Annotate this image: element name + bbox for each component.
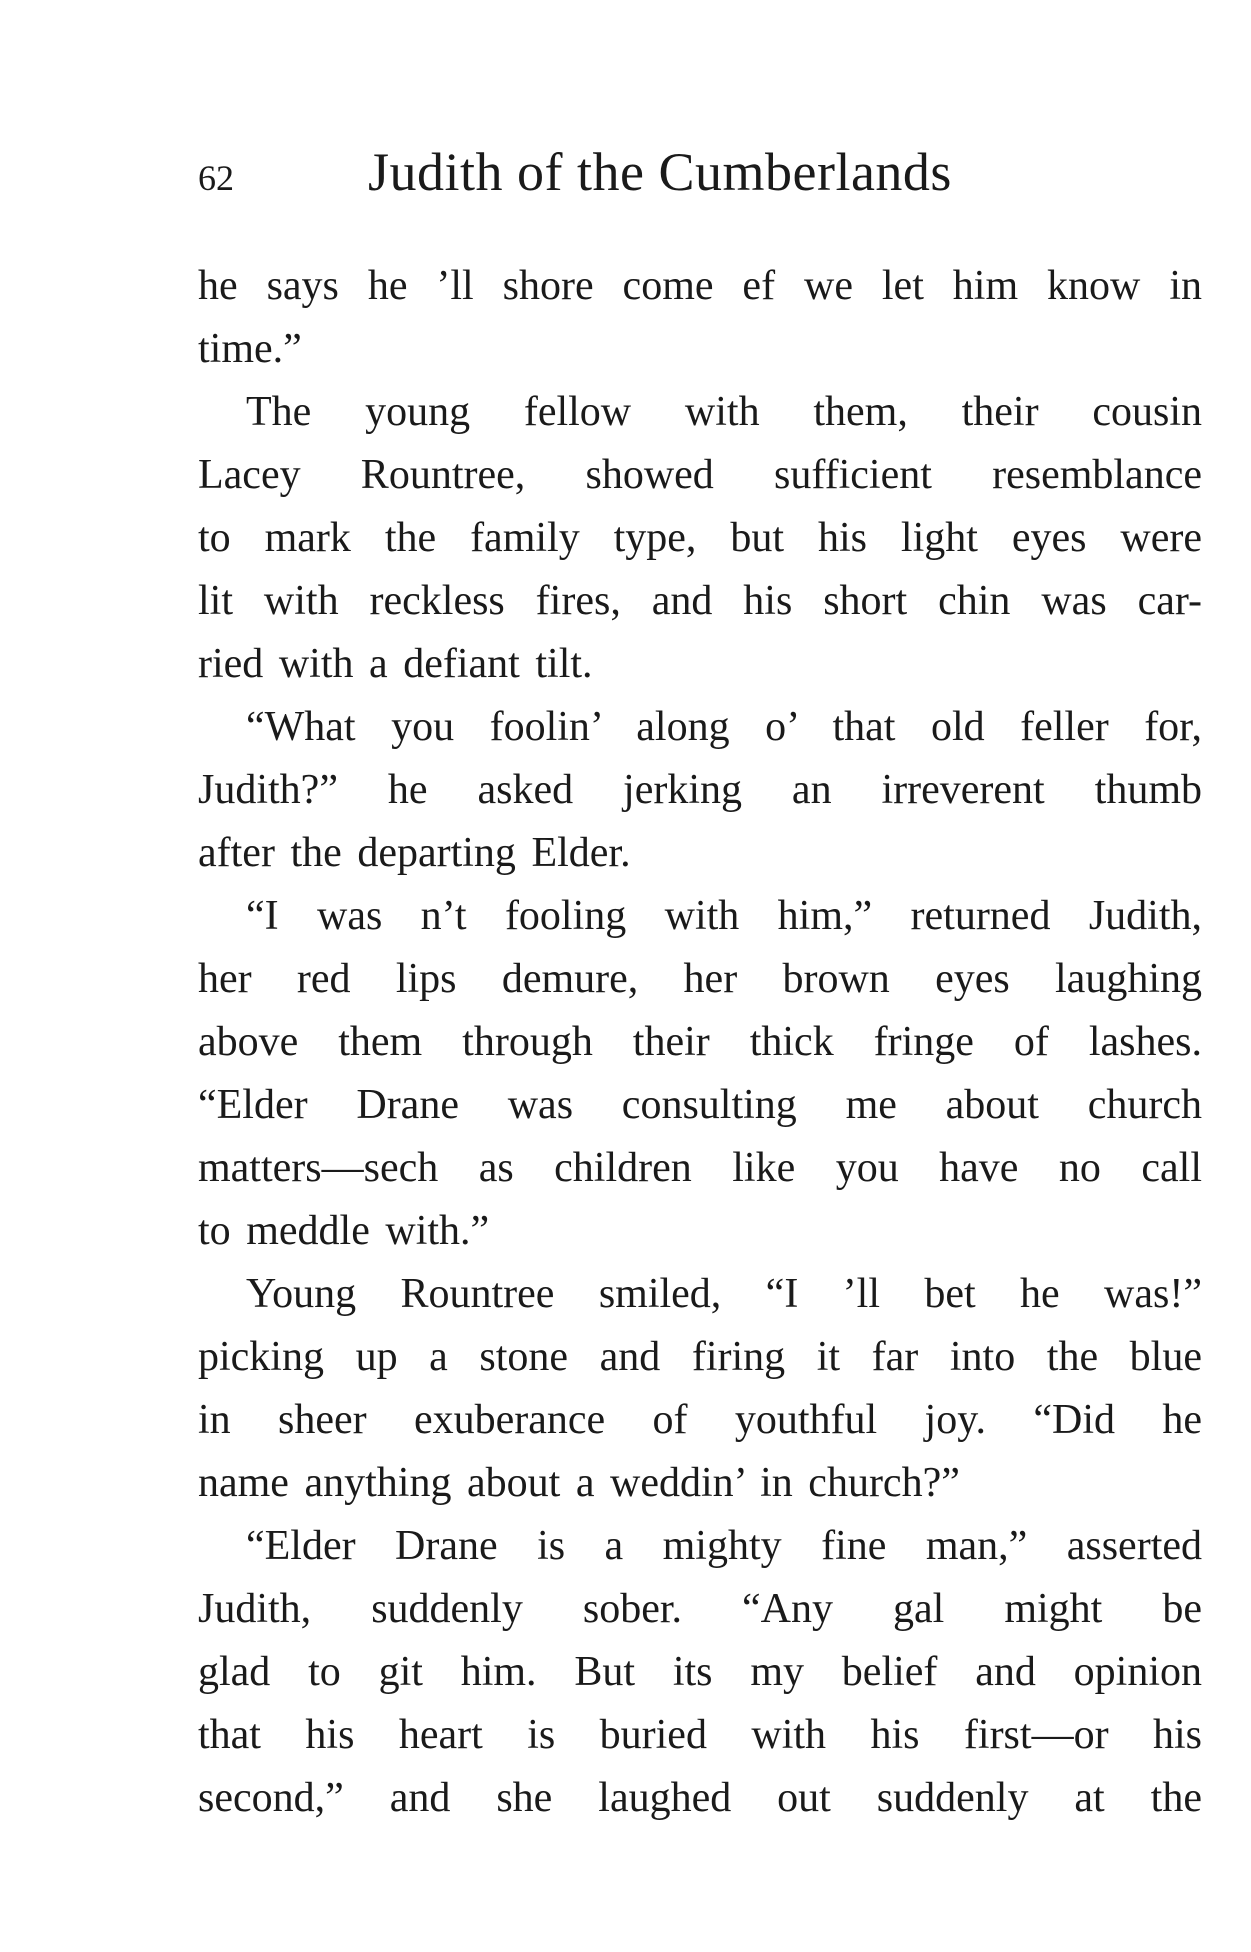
paragraph-first-line: “What you foolin’ along o’ that old feller for,	[246, 704, 1202, 750]
text-line: after the departing Elder.	[198, 830, 631, 876]
paragraph-first-line: Young Rountree smiled, “I ’ll bet he was!”	[246, 1271, 1202, 1317]
text-line: Judith?” he asked jerking an irreverent thumb	[198, 767, 1202, 813]
text-line: second,” and she laughed out suddenly at the	[198, 1775, 1202, 1821]
text-line: “Elder Drane was consulting me about church	[198, 1082, 1202, 1128]
text-line: her red lips demure, her brown eyes laughing	[198, 956, 1202, 1002]
text-line: that his heart is buried with his first—or his	[198, 1712, 1202, 1758]
page-number: 62	[198, 158, 234, 198]
text-line: he says he ’ll shore come ef we let him know in	[198, 263, 1202, 309]
text-line: picking up a stone and firing it far into the blue	[198, 1334, 1202, 1380]
text-line: above them through their thick fringe of lashes.	[198, 1019, 1202, 1065]
text-line: glad to git him. But its my belief and opinion	[198, 1649, 1202, 1695]
paragraph-first-line: The young fellow with them, their cousin	[246, 389, 1202, 435]
text-line: matters—sech as children like you have no call	[198, 1145, 1202, 1191]
book-title: Judith of the Cumberlands	[368, 142, 952, 202]
body-text	[198, 255, 1202, 1830]
text-line: Judith, suddenly sober. “Any gal might be	[198, 1586, 1202, 1632]
text-line: Lacey Rountree, showed sufficient resemblance	[198, 452, 1202, 498]
text-line: time.”	[198, 326, 302, 372]
text-line: lit with reckless fires, and his short chin was car-	[198, 578, 1202, 624]
text-line: in sheer exuberance of youthful joy. “Did he	[198, 1397, 1202, 1443]
paragraph-first-line: “I was n’t fooling with him,” returned Judith,	[246, 893, 1202, 939]
text-line: name anything about a weddin’ in church?”	[198, 1460, 960, 1506]
text-line: to meddle with.”	[198, 1208, 490, 1254]
running-head	[198, 140, 1202, 204]
paragraph-first-line: “Elder Drane is a mighty fine man,” asserted	[246, 1523, 1202, 1569]
text-line: ried with a defiant tilt.	[198, 641, 593, 687]
text-line: to mark the family type, but his light eyes were	[198, 515, 1202, 561]
